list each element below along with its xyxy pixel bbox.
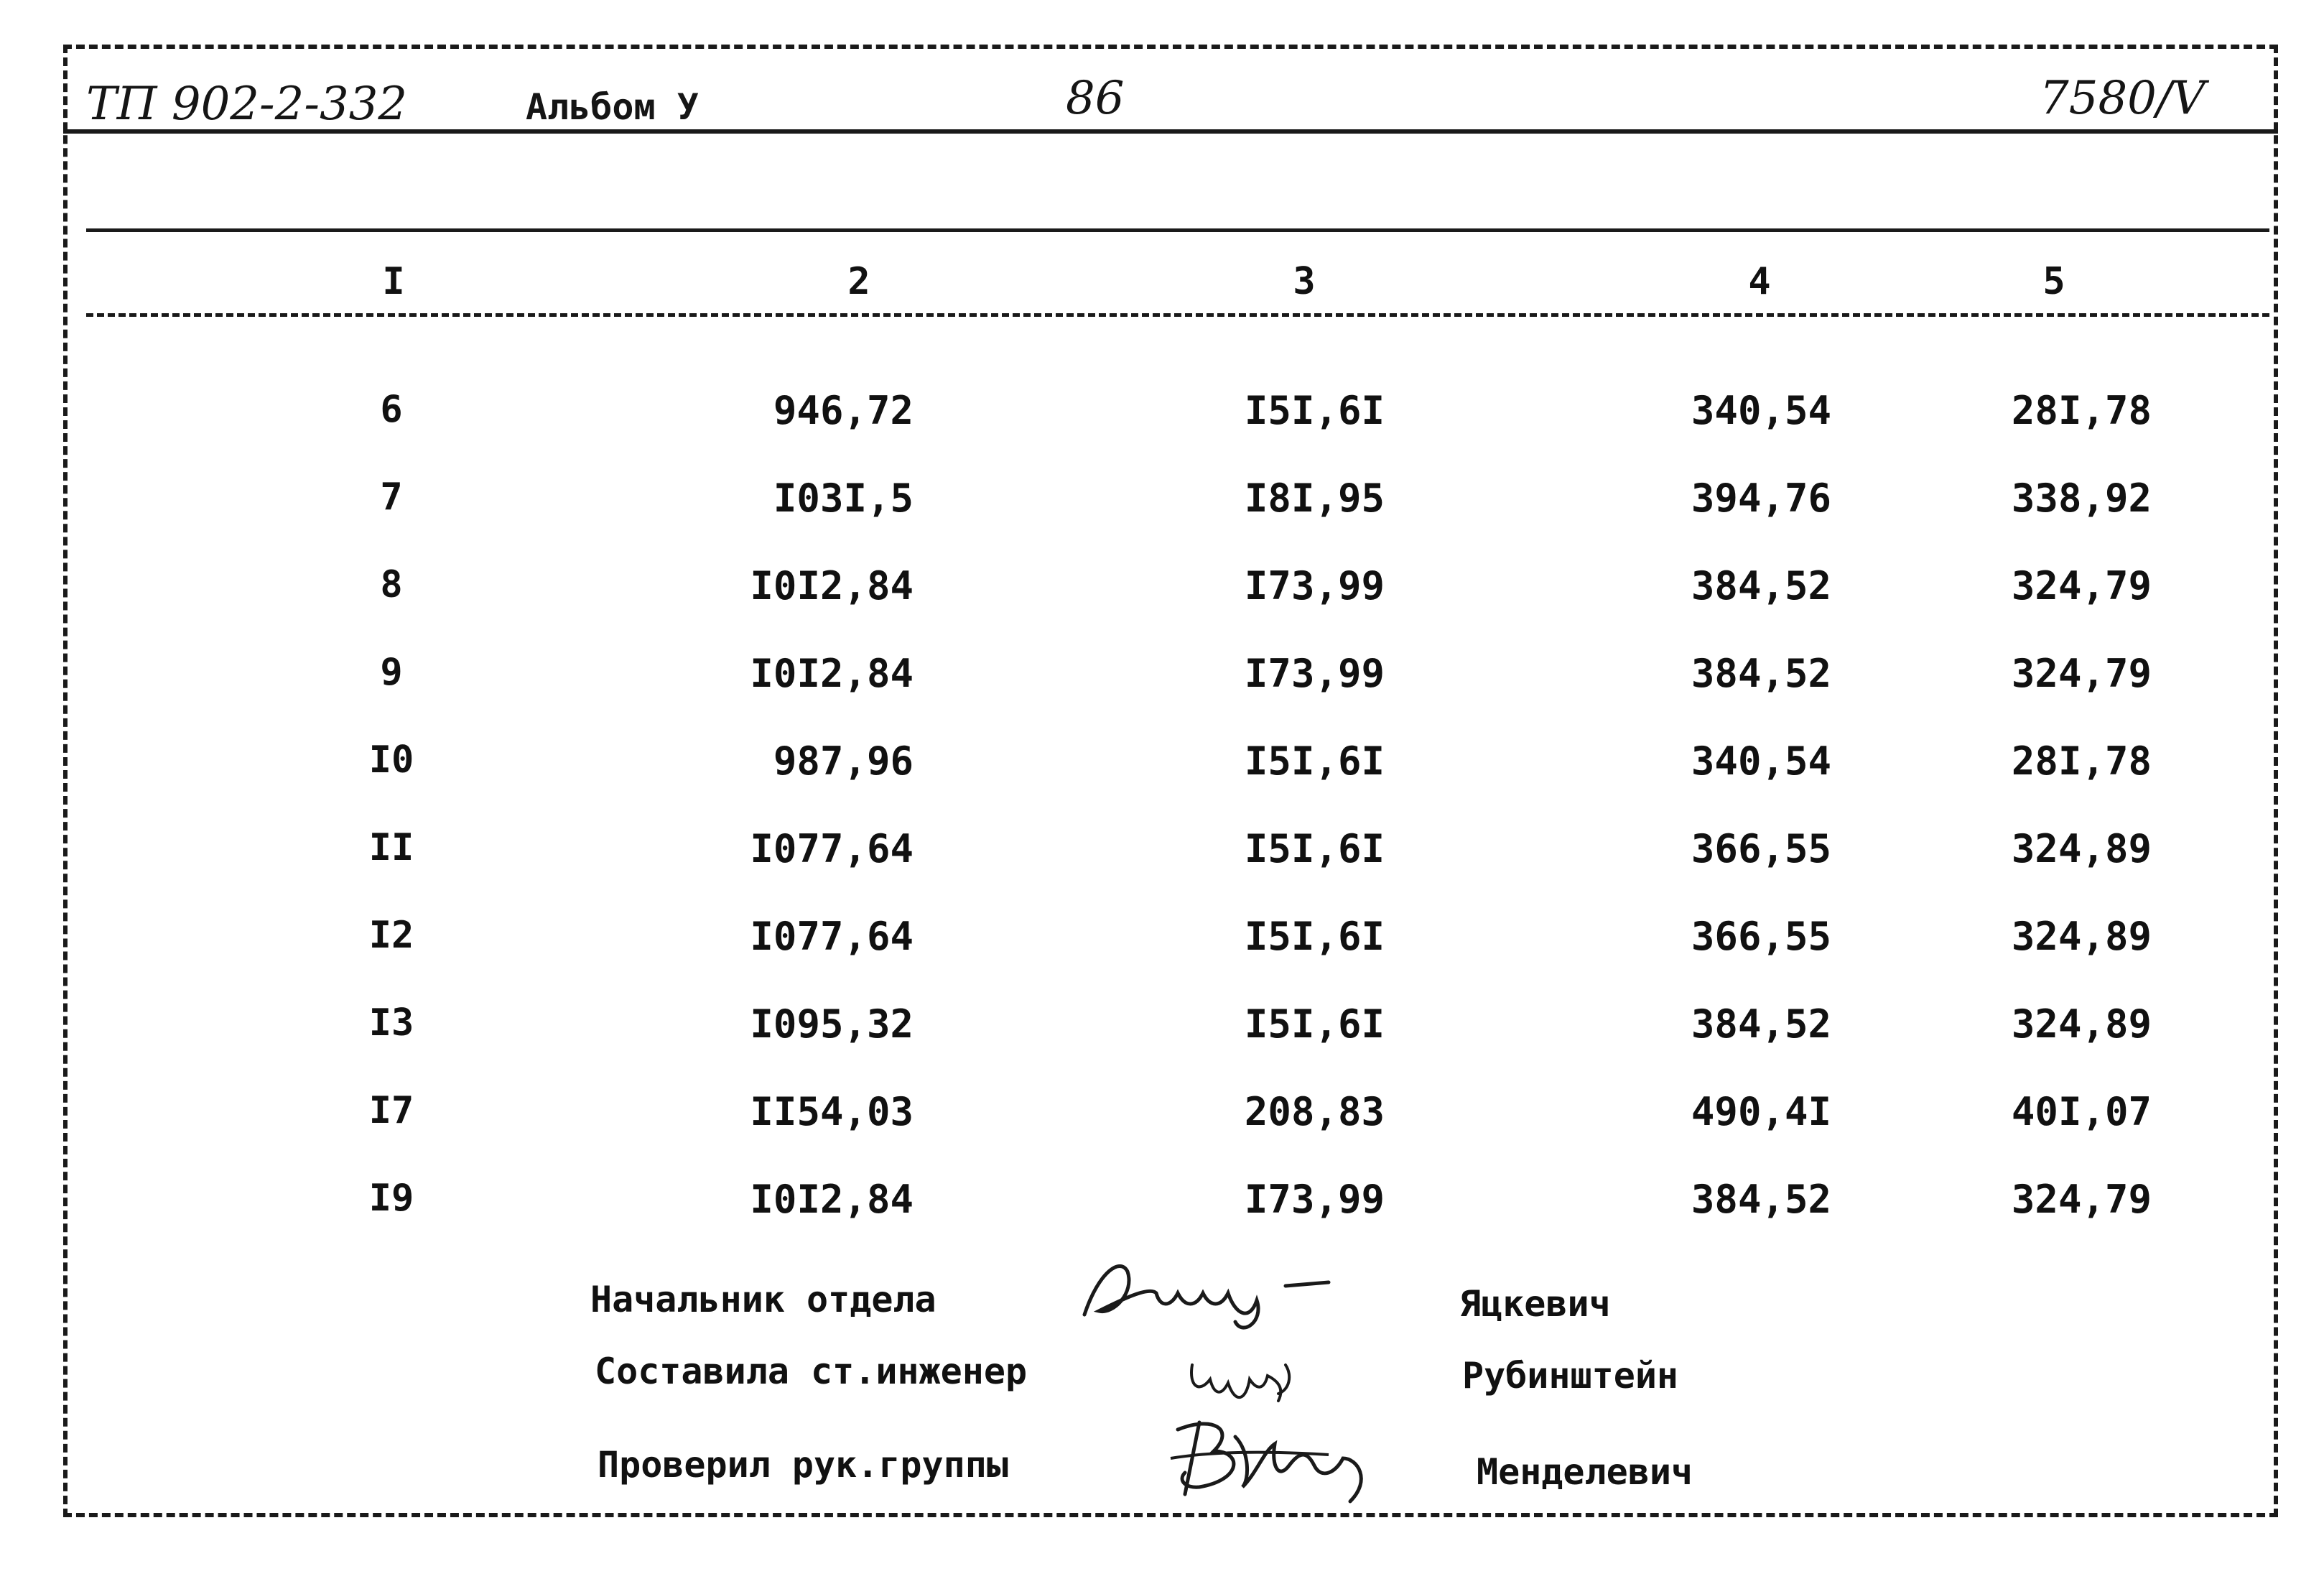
table-cell: 340,54	[1691, 738, 1831, 784]
table-row-number: I9	[368, 1177, 414, 1220]
signature-name-3: Менделевич	[1477, 1451, 1693, 1493]
table-cell: I73,99	[1244, 651, 1385, 696]
signature-name-1: Яцкевич	[1459, 1283, 1611, 1325]
table-cell: 384,52	[1691, 651, 1831, 696]
table-row-number: I7	[368, 1089, 414, 1132]
table-row-number: I2	[368, 914, 414, 957]
table-row-number: I3	[368, 1001, 414, 1045]
signature-role-2: Составила ст.инженер	[595, 1351, 1028, 1392]
table-cell: I0I2,84	[750, 563, 914, 608]
table-row-number: 6	[380, 388, 403, 431]
column-header-2: 2	[847, 260, 870, 303]
table-cell: I73,99	[1244, 563, 1385, 608]
column-header-4: 4	[1748, 260, 1771, 303]
table-cell: I73,99	[1244, 1177, 1385, 1222]
table-cell: 324,79	[2011, 651, 2152, 696]
column-header-5: 5	[2042, 260, 2065, 303]
table-header-rule	[86, 313, 2269, 317]
table-cell: 324,89	[2011, 826, 2152, 871]
table-cell: I0I2,84	[750, 651, 914, 696]
column-header-3: 3	[1293, 260, 1316, 303]
table-cell: I077,64	[750, 826, 914, 871]
table-row-number: 8	[380, 563, 403, 606]
table-cell: 324,89	[2011, 1001, 2152, 1047]
table-cell: 946,72	[773, 388, 914, 433]
table-cell: 384,52	[1691, 1001, 1831, 1047]
handwritten-signature-2	[1178, 1336, 1321, 1415]
table-top-rule	[86, 228, 2269, 232]
album-label: Альбом У	[526, 86, 699, 128]
table-cell: I095,32	[750, 1001, 914, 1047]
table-cell: II54,03	[750, 1089, 914, 1134]
table-row-number: 9	[380, 651, 403, 694]
table-cell: 987,96	[773, 738, 914, 784]
signature-role-3: Проверил рук.группы	[598, 1444, 1008, 1486]
page-number: 86	[1066, 72, 1125, 125]
table-cell: 28I,78	[2011, 388, 2152, 433]
table-cell: I8I,95	[1244, 476, 1385, 521]
table-cell: I5I,6I	[1244, 826, 1385, 871]
document-number: 7580/V	[2040, 72, 2206, 125]
table-cell: I5I,6I	[1244, 738, 1385, 784]
table-cell: I077,64	[750, 914, 914, 959]
table-row-number: II	[368, 826, 414, 869]
table-cell: I5I,6I	[1244, 1001, 1385, 1047]
table-cell: I03I,5	[773, 476, 914, 521]
table-row-number: 7	[380, 476, 403, 519]
table-cell: 384,52	[1691, 1177, 1831, 1222]
table-cell: 340,54	[1691, 388, 1831, 433]
table-cell: 208,83	[1244, 1089, 1385, 1134]
table-cell: 324,79	[2011, 563, 2152, 608]
table-cell: 490,4I	[1691, 1089, 1831, 1134]
table-cell: 324,89	[2011, 914, 2152, 959]
signature-role-1: Начальник отдела	[590, 1279, 936, 1320]
table-cell: 366,55	[1691, 826, 1831, 871]
table-row-number: I0	[368, 738, 414, 782]
table-cell: 324,79	[2011, 1177, 2152, 1222]
table-cell: 366,55	[1691, 914, 1831, 959]
table-cell: 338,92	[2011, 476, 2152, 521]
handwritten-signature-1	[1070, 1243, 1386, 1336]
column-header-1: I	[382, 260, 405, 303]
table-cell: I5I,6I	[1244, 388, 1385, 433]
table-cell: I0I2,84	[750, 1177, 914, 1222]
signature-name-2: Рубинштейн	[1462, 1355, 1679, 1397]
handwritten-signature-3	[1156, 1408, 1393, 1509]
table-cell: 28I,78	[2011, 738, 2152, 784]
table-cell: 40I,07	[2011, 1089, 2152, 1134]
table-cell: 394,76	[1691, 476, 1831, 521]
table-cell: I5I,6I	[1244, 914, 1385, 959]
project-code: ТП 902-2-332	[86, 78, 408, 131]
table-cell: 384,52	[1691, 563, 1831, 608]
